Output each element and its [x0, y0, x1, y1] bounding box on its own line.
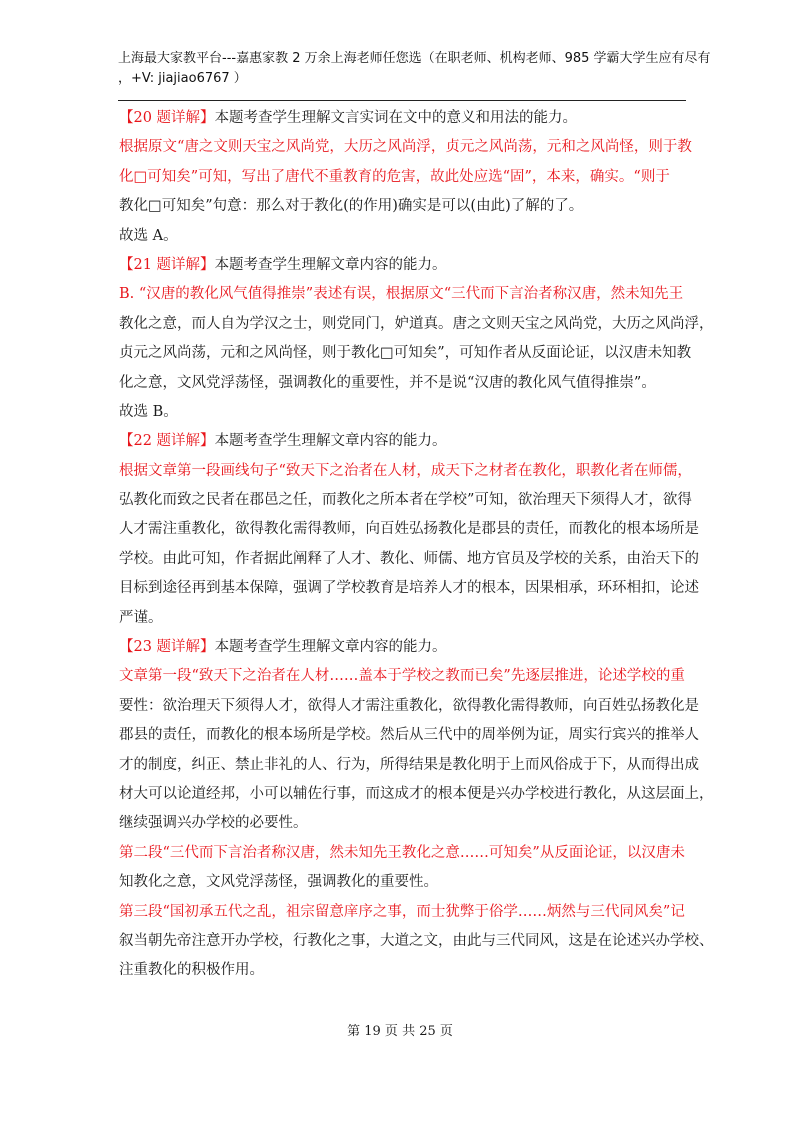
paragraph-line: 教化之意，而人自为学汉之士，则党同门，妒道真。唐之文则天宝之风尚党，大历之风尚浮， — [119, 315, 714, 332]
paragraph-line: 注重教化的积极作用。 — [119, 962, 264, 979]
section-tag: 【22 题详解】 — [119, 433, 215, 450]
paragraph-line: 第三段“国初承五代之乱，祖宗留意庠序之事，而士犹弊于俗学……炳然与三代同风矣”记 — [119, 903, 685, 920]
answer-conclusion: 故选 A。 — [119, 227, 178, 244]
paragraph-line: 根据原文“唐之文则天宝之风尚党，大历之风尚浮，贞元之风尚荡，元和之风尚怪，则于教 — [119, 139, 692, 156]
section-tag: 【21 题详解】 — [119, 256, 215, 273]
paragraph-line: 知教化之意，文风党浮荡怪，强调教化的重要性。 — [119, 874, 438, 891]
section-description: 本题考查学生理解文言实词在文中的意义和用法的能力。 — [214, 110, 578, 126]
paragraph-line: 第二段“三代而下言治者称汉唐，然未知先王教化之意……可知矣”从反面论证，以汉唐未 — [119, 844, 685, 861]
paragraph-line: 叙当朝先帝注意开办学校，行教化之事，大道之文，由此与三代同风，这是在论述兴办学校、 — [119, 932, 714, 949]
paragraph-line: 继续强调兴办学校的必要性。 — [119, 815, 308, 832]
paragraph-line: 化之意，文风党浮荡怪，强调教化的重要性，并不是说“汉唐的教化风气值得推崇”。 — [119, 374, 656, 391]
page-number: 第 19 页 共 25 页 — [347, 1024, 453, 1039]
section-description: 本题考查学生理解文章内容的能力。 — [214, 639, 447, 656]
section-21-heading — [119, 251, 689, 280]
paragraph-line: 化□可知矣”可知，写出了唐代不重教育的危害，故此处应选“固”，本来，确实。“则于 — [119, 168, 670, 185]
paragraph-line: 材大可以论道经邦，小可以辅佐行事，而这成才的根本便是兴办学校进行教化，从这层面上， — [119, 785, 714, 802]
paragraph-line: 学校。由此可知，作者据此阐释了人才、教化、师儒、地方官员及学校的关系，由治天下的 — [119, 550, 699, 567]
header-line-1: 上海最大家教平台---嘉惠家教 2 万余上海老师任您选（在职老师、机构老师、985 学霸大学生应有尽有 — [118, 51, 711, 66]
paragraph-line: 才的制度，纠正、禁止非礼的人、行为，所得结果是教化明于上而风俗成于下，从而得出成 — [119, 756, 699, 773]
section-tag: 【20 题详解】 — [119, 110, 215, 126]
paragraph-line: 弘教化而致之民者在郡邑之任，而教化之所本者在学校”可知，欲治理天下须得人才，欲得 — [119, 492, 692, 509]
paragraph-line: 教化□可知矣”句意：那么对于教化(的作用)确实是可以(由此)了解的了。 — [119, 198, 584, 215]
section-description: 本题考查学生理解文章内容的能力。 — [214, 256, 447, 273]
paragraph-line: 目标到途径再到基本保障，强调了学校教育是培养人才的根本，因果相承，环环相扣，论述 — [119, 580, 699, 597]
paragraph-line: 严谨。 — [119, 609, 163, 626]
paragraph-line: 人才需注重教化，欲得教化需得教师，向百姓弘扬教化是郡县的责任，而教化的根本场所是 — [119, 521, 699, 538]
paragraph-line: 贞元之风尚荡，元和之风尚怪，则于教化□可知矣”，可知作者从反面论证，以汉唐未知教 — [119, 345, 692, 362]
answer-conclusion: 故选 B。 — [119, 403, 178, 420]
page-header — [118, 49, 711, 89]
section-22-heading — [119, 427, 689, 456]
paragraph-line: 要性：欲治理天下须得人才，欲得人才需注重教化，欲得教化需得教师，向百姓弘扬教化是 — [119, 697, 699, 714]
header-divider — [118, 100, 686, 101]
section-tag: 【23 题详解】 — [119, 639, 215, 656]
paragraph-line: B. “汉唐的教化风气值得推崇”表述有误，根据原文“三代而下言治者称汉唐，然未知先王 — [119, 286, 684, 303]
paragraph-line: 文章第一段“致天下之治者在人材……盖本于学校之教而已矣”先逐层推进，论述学校的重 — [119, 668, 685, 685]
section-description: 本题考查学生理解文章内容的能力。 — [214, 433, 447, 450]
section-23-heading — [119, 633, 689, 662]
header-line-2: ，+V: jiajiao6767 ） — [118, 71, 247, 86]
section-20-heading — [119, 104, 689, 133]
document-body — [119, 104, 714, 986]
paragraph-line: 根据文章第一段画线句子“致天下之治者在人材，成天下之材者在教化，职教化者在师儒， — [119, 462, 692, 479]
paragraph-line: 郡县的责任，而教化的根本场所是学校。然后从三代中的周举例为证，周实行宾兴的推举人 — [119, 727, 699, 744]
